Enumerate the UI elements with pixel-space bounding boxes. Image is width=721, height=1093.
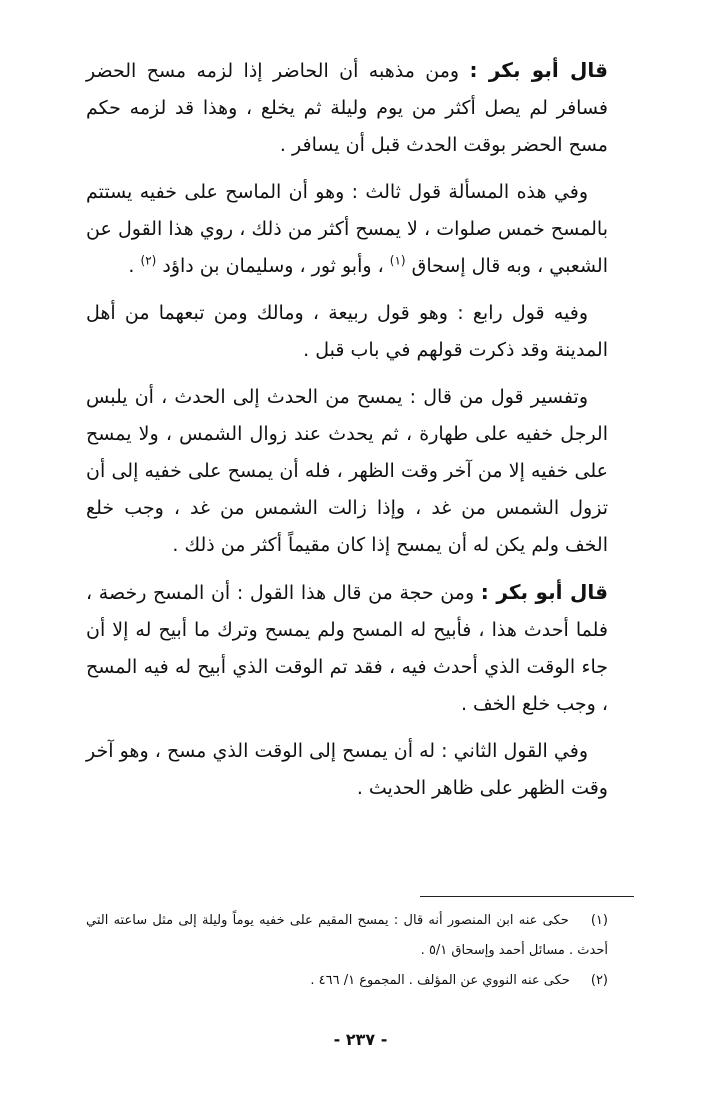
paragraph-lead: قال أبو بكر :: [469, 58, 608, 82]
main-text: [86, 52, 608, 817]
footnote-ref-2: (٢): [140, 253, 157, 268]
paragraph-text: وفي هذه المسألة قول ثالث : وهو أن الماسح على خفيه يستتم بالمسح خمس صلوات ، لا يمسح أكثر من ذلك ، روي هذا القول عن الشعبي ، وبه قال إسحاق: [86, 181, 608, 277]
paragraph-text: وفي القول الثاني : له أن يمسح إلى الوقت الذي مسح ، وهو آخر وقت الظهر على ظاهر الحديث .: [86, 740, 608, 799]
paragraph-3: [86, 295, 608, 369]
paragraph-text: وتفسير قول من قال : يمسح من الحدث إلى الحدث ، أن يلبس الرجل خفيه على طهارة ، ثم يحدث عند زوال الشمس ، ولا يمسح على خفيه إلا من آخر وقت الظهر ، فله أن يمسح على خفيه إلى أن تزول الشمس من غد ، وإذا زالت الشمس من غد ، وجب خلع الخف ولم يكن له أن يمسح إذا كان مقيماً أكثر من ذلك .: [86, 386, 608, 556]
paragraph-text: ومن مذهبه أن الحاضر إذا لزمه مسح الحضر فسافر لم يصل أكثر من يوم وليلة ثم يخلع ، وهذا قد لزمه حكم مسح الحضر بوقت الحدث قبل أن يسافر .: [86, 60, 608, 156]
paragraph-4: [86, 379, 608, 564]
footnote-number: (١): [590, 913, 608, 928]
footnote-ref-1: (١): [389, 253, 406, 268]
paragraph-text: وفيه قول رابع : وهو قول ربيعة ، ومالك ومن تبعهما من أهل المدينة وقد ذكرت قولهم في باب قبل .: [86, 302, 608, 361]
paragraph-text-end: .: [128, 255, 135, 277]
paragraph-5: [86, 574, 608, 723]
page-number: - ٢٣٧ -: [333, 1030, 388, 1049]
footnote-text: حكى عنه النووي عن المؤلف . المجموع ١/ ٤٦٦ .: [310, 973, 570, 988]
footnotes: [86, 906, 608, 996]
footnote-separator: [420, 896, 634, 897]
paragraph-1: [86, 52, 608, 164]
footnote-2: [86, 966, 608, 996]
footnote-text: حكى عنه ابن المنصور أنه قال : يمسح المقيم على خفيه يوماً وليلة إلى مثل ساعته التي أحدث . مسائل أحمد وإسحاق ٥/١ .: [86, 913, 608, 958]
footnote-1: [86, 906, 608, 966]
paragraph-lead: قال أبو بكر :: [480, 580, 608, 604]
paragraph-2: [86, 174, 608, 285]
paragraph-text: ومن حجة من قال هذا القول : أن المسح رخصة ، فلما أحدث هذا ، فأبيح له المسح ولم يمسح وترك ما أبيح له إلا أن جاء الوقت الذي أحدث فيه ، فقد تم الوقت الذي أبيح له فيه المسح ، وجب خلع الخف .: [86, 582, 608, 715]
footnote-number: (٢): [590, 973, 608, 988]
paragraph-text-continued: ، وأبو ثور ، وسليمان بن داؤد: [162, 255, 384, 277]
paragraph-6: [86, 733, 608, 807]
